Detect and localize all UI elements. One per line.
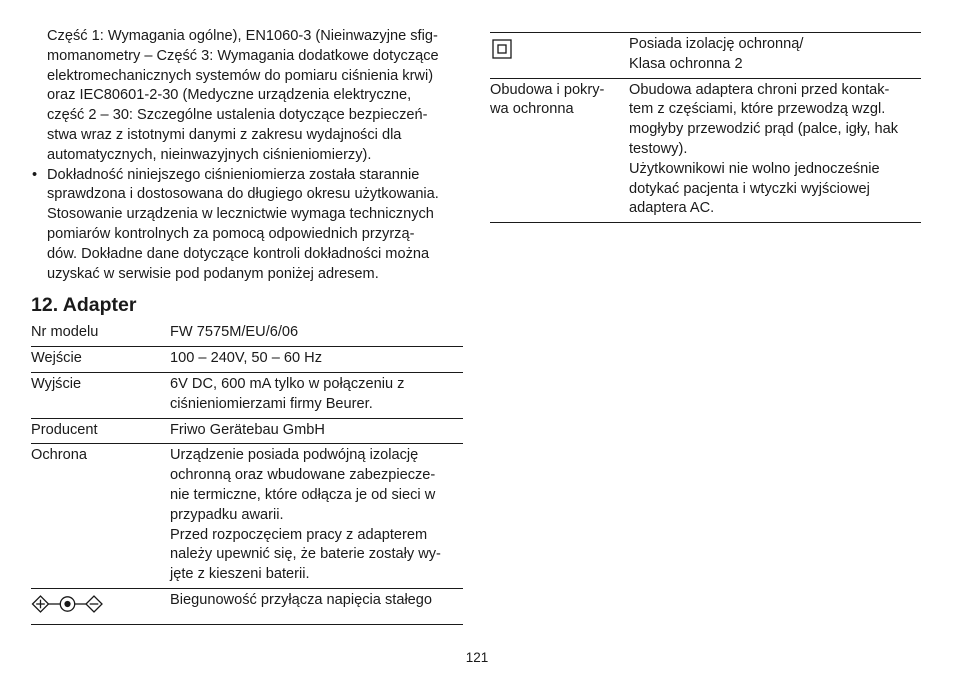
- row-value: [629, 78, 921, 223]
- text-line: przypadku awarii.: [170, 506, 284, 523]
- row-value: [170, 372, 463, 418]
- table-row: [31, 588, 463, 624]
- text-line: ciśnieniomierzami firmy Beurer.: [170, 395, 373, 412]
- right-column: [490, 32, 921, 223]
- row-value: [170, 588, 463, 624]
- text-line: należy upewnić się, że baterie zostały wy-: [170, 546, 441, 563]
- text-line: sprawdzona i dostosowana do długiego okresu użytkowania.: [47, 186, 439, 203]
- table-row: [31, 347, 463, 373]
- text-line: dotykać pacjenta i wtyczki wyjściowej: [629, 180, 870, 197]
- text-line: część 2 – 30: Szczególne ustalenia dotyczące bezpieczeń-: [47, 107, 428, 124]
- text-line: oraz IEC80601-2-30 (Medyczne urządzenia elektryczne,: [47, 87, 412, 104]
- text-line: FW 7575M/EU/6/06: [170, 324, 299, 341]
- text-line: 100 – 240V, 50 – 60 Hz: [170, 350, 323, 367]
- row-value: [170, 321, 463, 346]
- protection-table: [490, 32, 921, 223]
- text-line: Użytkownikowi nie wolno jednocześnie: [629, 160, 880, 177]
- table-row: [31, 444, 463, 589]
- text-line: dów. Dokładne dane dotyczące kontroli dokładności można: [47, 245, 430, 262]
- row-key: [31, 588, 170, 624]
- row-key: Wejście: [31, 347, 170, 373]
- text-line: tem z częściami, które przewodzą wzgl.: [629, 101, 886, 118]
- text-line: mogłyby przewodzić prąd (palce, igły, hak: [629, 121, 899, 138]
- text-line: Biegunowość przyłącza napięcia stałego: [170, 591, 433, 608]
- text-line: Urządzenie posiada podwójną izolację: [170, 447, 419, 464]
- row-value: [170, 444, 463, 589]
- section-heading: 12. Adapter: [31, 294, 137, 317]
- text-line: nie termiczne, które odłącza je od sieci w: [170, 486, 436, 503]
- adapter-spec-table: [31, 321, 463, 624]
- table-row: [490, 33, 921, 79]
- row-key: [490, 78, 629, 223]
- class-2-double-square-icon: [492, 39, 512, 59]
- row-value: [170, 347, 463, 373]
- standards-paragraph: [31, 27, 463, 166]
- text-line: Przed rozpoczęciem pracy z adapterem: [170, 526, 428, 543]
- text-line: jęte z kieszeni baterii.: [170, 566, 310, 583]
- text-line: testowy).: [629, 140, 688, 157]
- text-line: elektromechanicznych systemów do pomiaru ciśnienia krwi): [47, 67, 434, 84]
- table-row: [31, 418, 463, 444]
- table-row: [490, 78, 921, 223]
- text-line: uzyskać w serwisie pod podanym poniżej adresem.: [47, 265, 379, 282]
- table-row: [31, 372, 463, 418]
- row-key: Nr modelu: [31, 321, 170, 346]
- text-line: Stosowanie urządzenia w lecznictwie wymaga technicznych: [47, 206, 434, 223]
- row-key: [490, 33, 629, 79]
- row-key: Producent: [31, 418, 170, 444]
- text-line: Friwo Gerätebau GmbH: [170, 421, 325, 438]
- text-line: stwa wraz z istotnymi danymi z zakresu wydajności dla: [47, 126, 402, 143]
- accuracy-bullet: [31, 166, 463, 285]
- text-line: ochronną oraz wbudowane zabezpiecze-: [170, 467, 436, 484]
- text-line: Obudowa adaptera chroni przed kontak-: [629, 81, 890, 98]
- text-line: pomiarów kontrolnych za pomocą odpowiednich przyrzą-: [47, 225, 415, 242]
- page-number: 121: [465, 650, 489, 665]
- table-row: [31, 321, 463, 346]
- row-value: [629, 33, 921, 79]
- text-line: Posiada izolację ochronną/: [629, 36, 804, 52]
- text-line: Klasa ochronna 2: [629, 55, 743, 72]
- text-line: automatycznych, nieinwazyjnych ciśnieniomierzy).: [47, 146, 372, 163]
- row-key: Wyjście: [31, 372, 170, 418]
- text-line: 6V DC, 600 mA tylko w połączeniu z: [170, 375, 405, 392]
- row-key: Ochrona: [31, 444, 170, 589]
- polarity-symbol-icon: [31, 594, 105, 614]
- text-line: momanometry – Część 3: Wymagania dodatkowe dotyczące: [47, 47, 439, 64]
- text-line: Część 1: Wymagania ogólne), EN1060-3 (Nieinwazyjne sfig-: [47, 28, 438, 44]
- left-column: [31, 27, 463, 625]
- text-line: wa ochronna: [490, 101, 574, 118]
- text-line: Obudowa i pokry-: [490, 81, 605, 98]
- text-line: adaptera AC.: [629, 200, 715, 217]
- text-line: Dokładność niniejszego ciśnieniomierza została starannie: [47, 166, 420, 183]
- row-value: [170, 418, 463, 444]
- bullet-icon: •: [32, 166, 38, 183]
